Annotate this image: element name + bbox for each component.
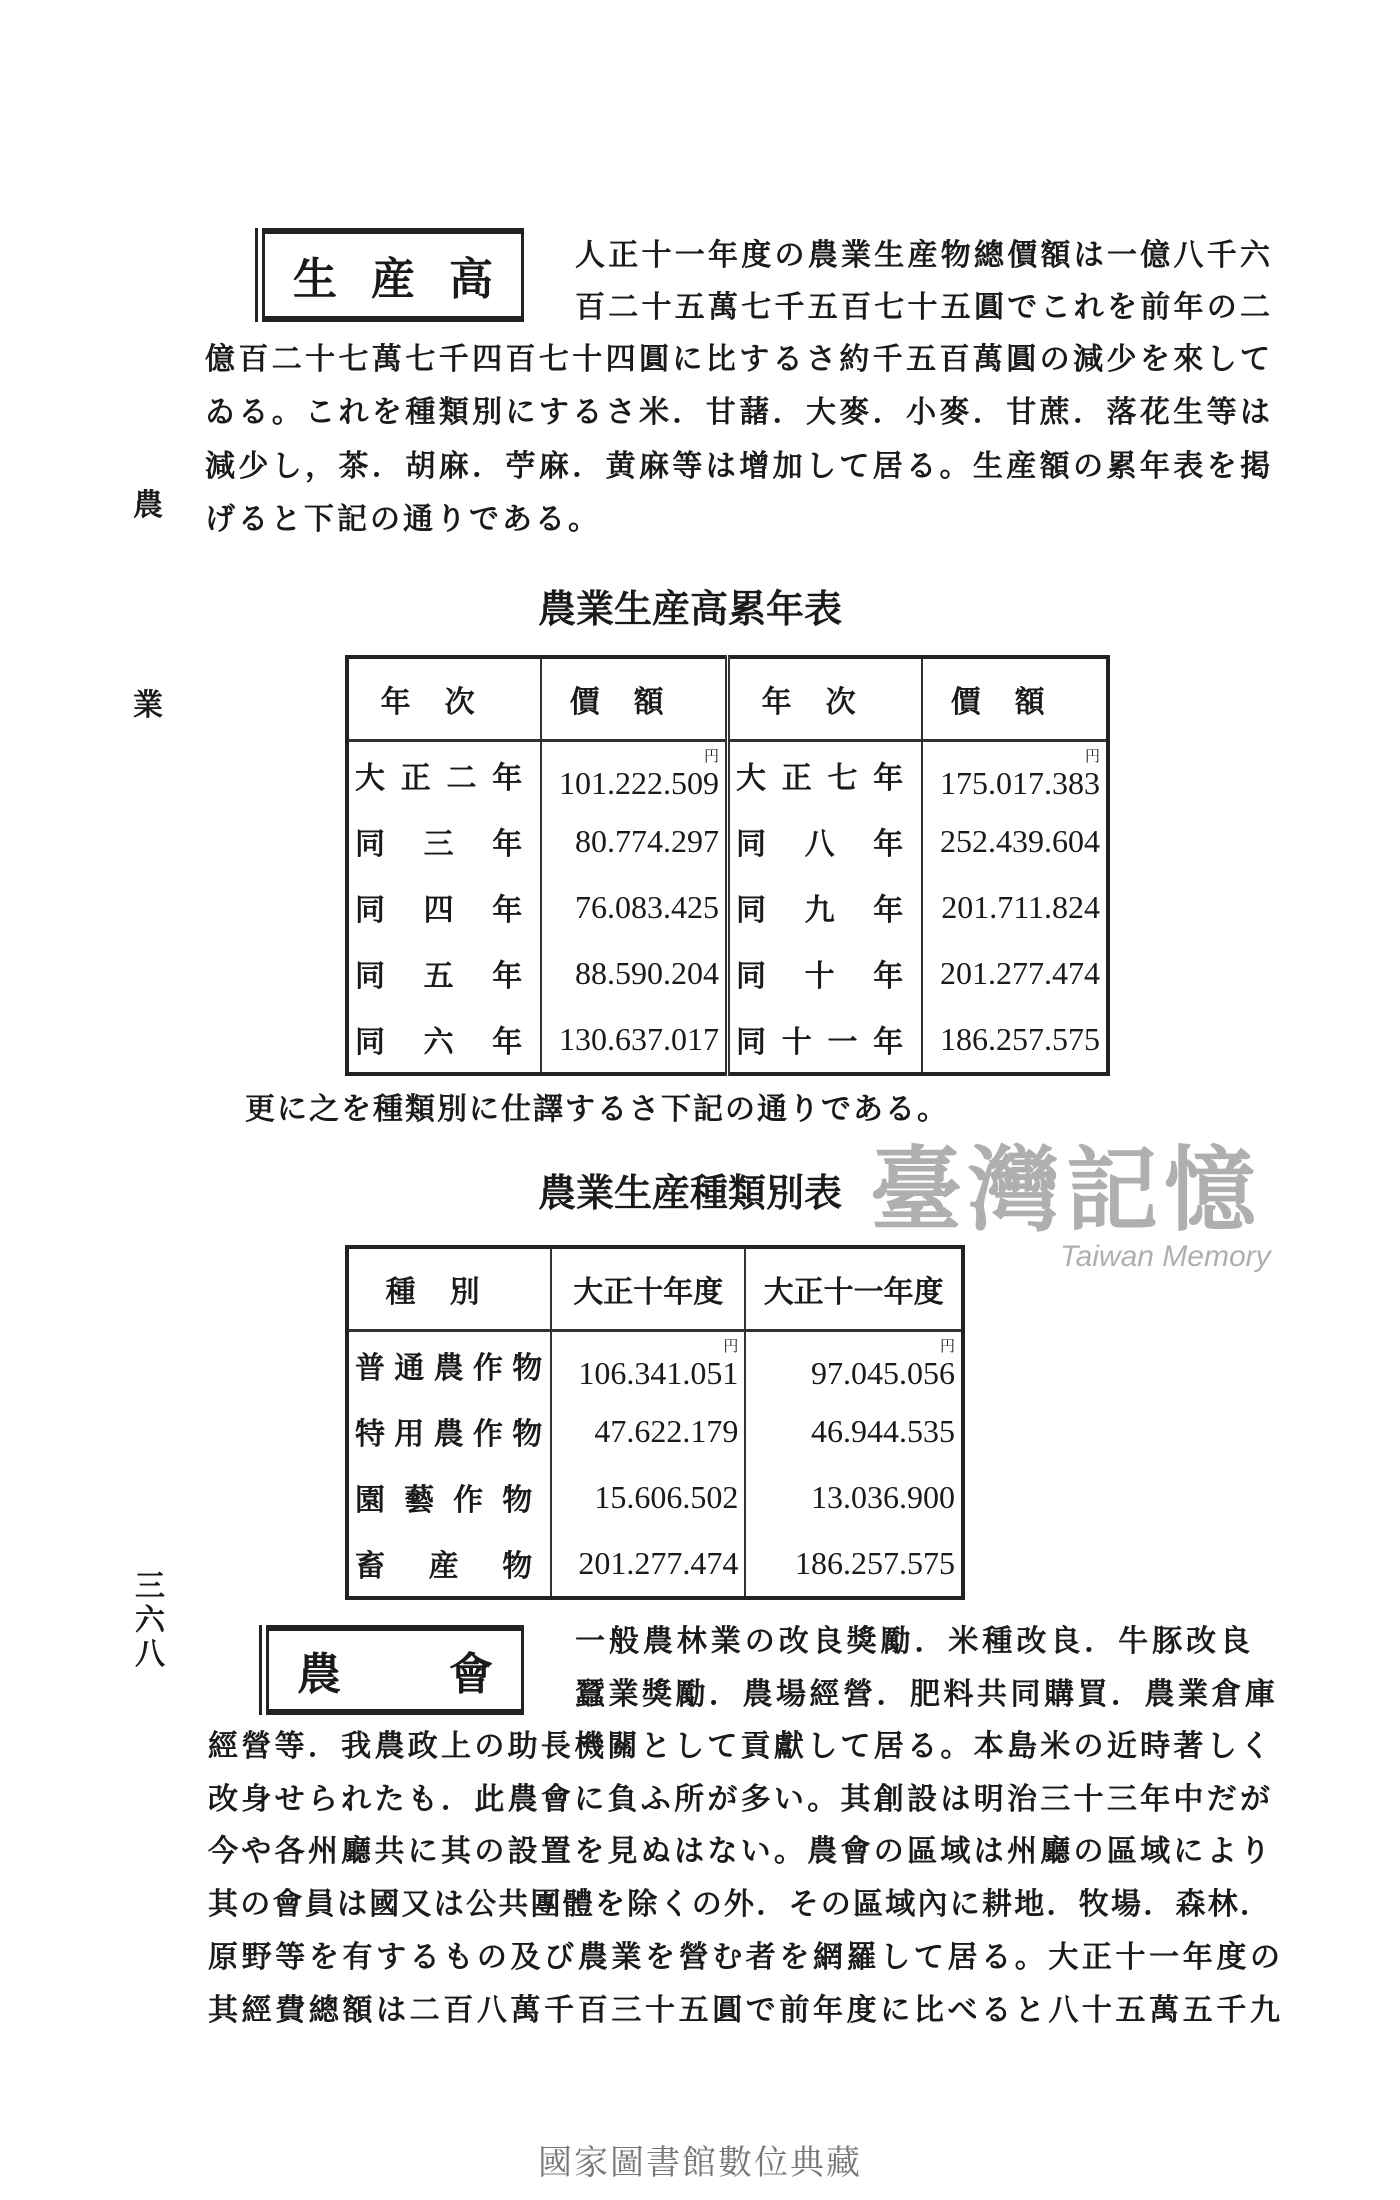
section-heading-production: [262, 228, 524, 322]
table-row: [347, 1398, 963, 1464]
type-cell: 園藝作物: [347, 1464, 551, 1530]
value-cell: 76.083.425: [541, 874, 727, 940]
header-taisho11: 大正十一年度: [745, 1247, 963, 1331]
production-by-type-table: [345, 1245, 965, 1600]
paragraph-line: 減少し，茶．胡麻．苧麻．黄麻等は增加して居る。生産額の累年表を掲: [205, 449, 1270, 484]
paragraph-line: げると下記の通りである。: [205, 502, 601, 537]
year-cell: 同十年: [727, 940, 922, 1006]
value-cell: 186.257.575: [922, 1006, 1108, 1074]
table-row: [347, 1006, 1108, 1074]
paragraph-line: 今や各州廳共に其の設置を見ぬはない。農會の區域は州廳の區域により: [208, 1834, 1270, 1869]
paragraph-line: 百二十五萬七千五百七十五圓でこれを前年の二: [575, 290, 1270, 325]
year-cell: 大正二年: [347, 741, 541, 809]
value-cell: 130.637.017: [541, 1006, 727, 1074]
year-cell: 同八年: [727, 808, 922, 874]
year-cell: 同十一年: [727, 1006, 922, 1074]
unit-label: 円: [939, 1339, 955, 1355]
value-cell: 252.439.604: [922, 808, 1108, 874]
table-header-row: [347, 1247, 963, 1331]
value-cell: 15.606.502: [551, 1464, 745, 1530]
value-cell: 80.774.297: [541, 808, 727, 874]
value-text: 175.017.383: [940, 765, 1100, 801]
side-label-top: 農: [133, 488, 163, 523]
cumulative-production-table: [345, 655, 1110, 1076]
side-label-middle: 業: [133, 688, 163, 723]
page-number: 三六八: [135, 1569, 165, 1672]
value-cell: 201.277.474: [922, 940, 1108, 1006]
value-cell: 201.711.824: [922, 874, 1108, 940]
table2-title: 農業生産種類別表: [537, 1170, 842, 1215]
table-row: [347, 940, 1108, 1006]
type-cell: 畜産物: [347, 1530, 551, 1598]
heading-char: 生: [293, 254, 337, 305]
table-header-row: [347, 657, 1108, 741]
value-cell: [541, 741, 727, 809]
unit-label: 円: [703, 749, 719, 765]
value-text: 106.341.051: [578, 1355, 739, 1391]
header-value: 價額: [541, 657, 727, 741]
paragraph-line: 一般農林業の改良獎勵．米種改良．牛豚改良: [575, 1624, 1250, 1659]
table-row: [347, 874, 1108, 940]
value-cell: [551, 1331, 745, 1399]
heading-char: 産: [371, 254, 415, 305]
year-cell: 同四年: [347, 874, 541, 940]
table1-title: 農業生産高累年表: [537, 586, 842, 631]
paragraph-line: 蠶業獎勵．農場經營．肥料共同購買．農業倉庫: [575, 1677, 1275, 1712]
year-cell: 同三年: [347, 808, 541, 874]
paragraph-line: ゐる。これを種類別にするさ米．甘藷．大麥．小麥．甘蔗．落花生等は: [205, 395, 1270, 430]
paragraph-line: 經營等．我農政上の助長機關として貢獻して居る。本島米の近時著しく: [208, 1729, 1270, 1764]
heading-char: 農: [297, 1649, 341, 1700]
paragraph-line: 其經費總額は二百八萬千百三十五圓で前年度に比べると八十五萬五千九: [208, 1993, 1280, 2028]
header-value: 價額: [922, 657, 1108, 741]
header-year: 年次: [727, 657, 922, 741]
value-text: 97.045.056: [811, 1355, 955, 1391]
value-cell: 186.257.575: [745, 1530, 963, 1598]
footer-library-credit: 國家圖書館數位典藏: [538, 2143, 862, 2183]
type-cell: 普通農作物: [347, 1331, 551, 1399]
watermark-sub: Taiwan Memory: [1060, 1240, 1271, 1273]
value-cell: [745, 1331, 963, 1399]
type-cell: 特用農作物: [347, 1398, 551, 1464]
table-row: [347, 1464, 963, 1530]
value-cell: 47.622.179: [551, 1398, 745, 1464]
paragraph-line: 其の會員は國又は公共團體を除くの外．その區域內に耕地．牧場．森林．: [208, 1887, 1270, 1922]
value-cell: [922, 741, 1108, 809]
value-text: 101.222.509: [558, 765, 719, 801]
year-cell: 同五年: [347, 940, 541, 1006]
paragraph-line: 改身せられたも．此農會に負ふ所が多い。其創設は明治三十三年中だが: [208, 1782, 1270, 1817]
table-row: [347, 1331, 963, 1399]
value-cell: 201.277.474: [551, 1530, 745, 1598]
table-row: [347, 808, 1108, 874]
between-text: 更に之を種類別に仕譯するさ下記の通りである。: [245, 1092, 949, 1127]
section-heading-farmers-association: [266, 1625, 524, 1715]
paragraph-line: 人正十一年度の農業生産物總價額は一億八千六: [575, 238, 1270, 273]
header-type: 種別: [347, 1247, 551, 1331]
value-cell: 13.036.900: [745, 1464, 963, 1530]
value-cell: 46.944.535: [745, 1398, 963, 1464]
heading-char: 高: [449, 254, 493, 305]
unit-label: 円: [723, 1339, 739, 1355]
value-cell: 88.590.204: [541, 940, 727, 1006]
header-year: 年次: [347, 657, 541, 741]
header-taisho10: 大正十年度: [551, 1247, 745, 1331]
paragraph-line: 原野等を有するもの及び農業を營む者を網羅して居る。大正十一年度の: [208, 1940, 1280, 1975]
year-cell: 同六年: [347, 1006, 541, 1074]
paragraph-line: 億百二十七萬七千四百七十四圓に比するさ約千五百萬圓の減少を來して: [205, 342, 1270, 377]
unit-label: 円: [1084, 749, 1100, 765]
table-row: [347, 741, 1108, 809]
table-row: [347, 1530, 963, 1598]
year-cell: 大正七年: [727, 741, 922, 809]
watermark-main: 臺灣記憶: [870, 1136, 1263, 1244]
heading-char: 會: [449, 1649, 493, 1700]
year-cell: 同九年: [727, 874, 922, 940]
